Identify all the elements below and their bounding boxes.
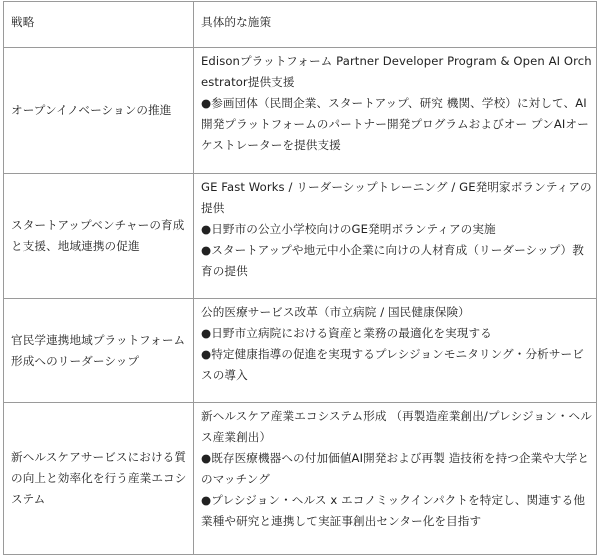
measure-line: GE Fast Works / リーダーシップトレーニング / GE発明家ボランティアの提供 (201, 180, 592, 215)
measures-cell (194, 48, 597, 174)
measures-cell (194, 403, 597, 555)
table-row (4, 48, 597, 174)
measure-line: ●特定健康指導の促進を実現するプレシジョンモニタリング・分析サービスの導入 (201, 347, 584, 382)
strategy-cell: 官民学連携地域プラットフォーム形成へのリーダーシップ (4, 299, 194, 403)
measure-line: ●スタートアップや地元中小企業に向けの人材育成（リーダーシップ）教育の提供 (201, 243, 584, 278)
measure-line: ●プレシジョン・ヘルス x エコノミックインパクトを特定し、関連する他業種や研究と連携して実証事創出センター化を目指す (201, 493, 586, 528)
strategy-cell: スタートアップベンチャーの育成と支援、地域連携の促進 (4, 174, 194, 299)
table-row (4, 299, 597, 403)
measure-line: ●既存医療機器への付加価値AI開発および再製 造技術を持つ企業や大学とのマッチング (201, 451, 590, 486)
measure-line: Edisonプラットフォーム Partner Developer Program & Open AI Orchestrator提供支援 (201, 54, 592, 89)
header-measures: 具体的な施策 (194, 2, 597, 48)
measure-line: ●日野市の公立小学校向けのGE発明ボランティアの実施 (201, 222, 496, 236)
measure-line: ●参画団体（民間企業、スタートアップ、研究 機関、学校）に対して、AI開発プラットフォームのパートナー開発プログラムおよびオー プンAIオーケストレーターを提供支援 (201, 96, 589, 152)
table-row (4, 174, 597, 299)
strategy-table-container (3, 1, 596, 555)
measures-cell (194, 299, 597, 403)
table-row (4, 403, 597, 555)
strategy-cell: オープンイノベーションの推進 (4, 48, 194, 174)
header-strategy: 戦略 (4, 2, 194, 48)
table-body (4, 48, 597, 555)
header-row (4, 2, 597, 48)
measure-line: 新ヘルスケア産業エコシステム形成 （再製造産業創出/プレシジョン・ヘルス産業創出） (201, 409, 592, 444)
measure-line: ●日野市立病院における資産と業務の最適化を実現する (201, 326, 492, 340)
strategy-cell: 新ヘルスケアサービスにおける質の向上と効率化を行う産業エコシステム (4, 403, 194, 555)
strategy-table (3, 1, 597, 555)
measure-line: 公的医療サービス改革（市立病院 / 国民健康保険） (201, 305, 470, 319)
table-header (4, 2, 597, 48)
measures-cell (194, 174, 597, 299)
